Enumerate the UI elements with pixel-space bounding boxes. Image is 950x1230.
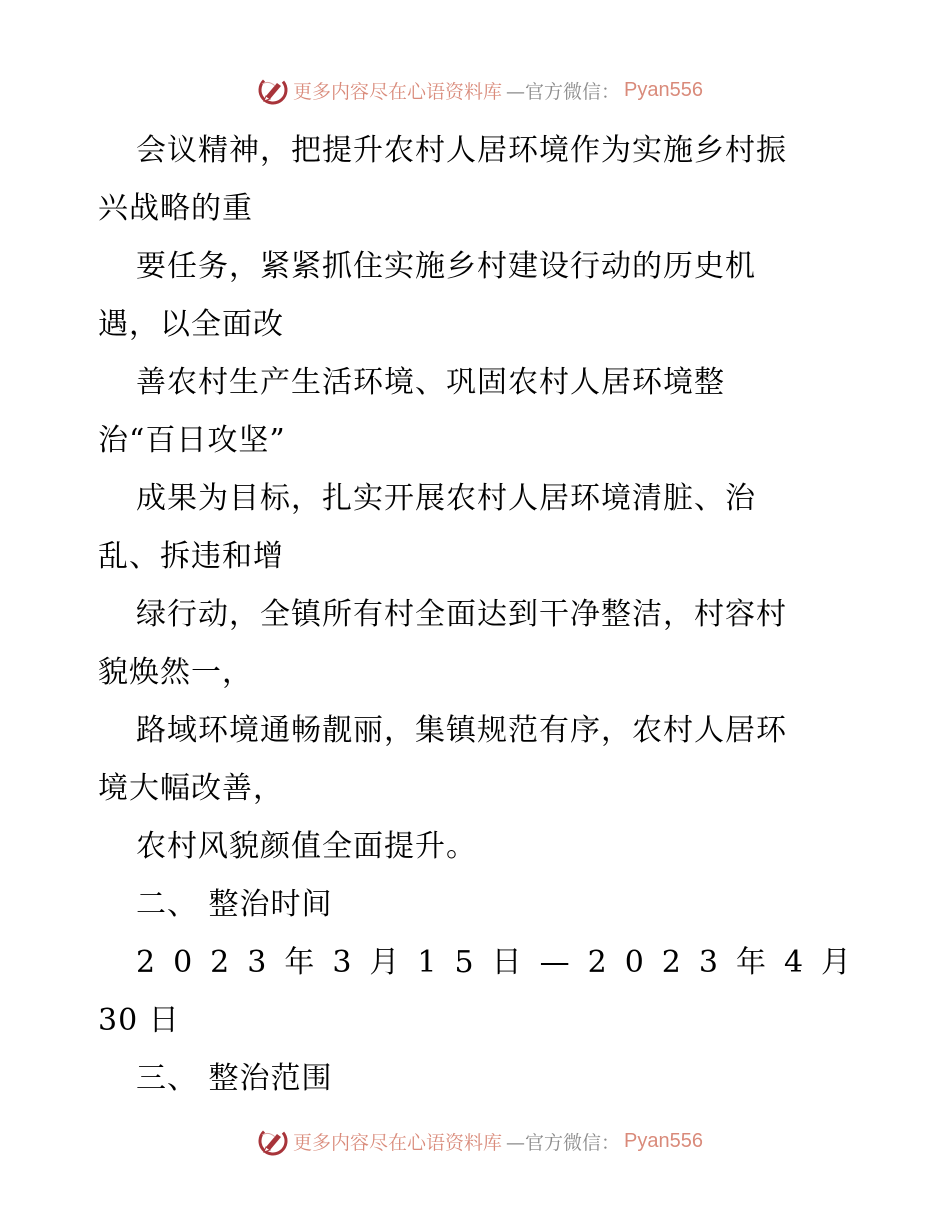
section-heading-time: 二、 整治时间 <box>136 887 333 922</box>
paragraph-line: 成果为目标，扎实开展农村人居环境清脏、治 <box>136 481 756 516</box>
paragraph-line: 遇，以全面改 <box>98 307 284 342</box>
paragraph-line: 会议精神，把提升农村人居环境作为实施乡村振 <box>136 133 787 168</box>
footer-watermark <box>0 1121 950 1161</box>
paragraph-line: 兴战略的重 <box>98 191 253 226</box>
paragraph-line: 貌焕然一， <box>98 655 253 690</box>
watermark-separator-text: —官方微信： <box>506 1131 621 1154</box>
paragraph-line: 善农村生产生活环境、巩固农村人居环境整 <box>136 365 725 400</box>
section-heading-scope: 三、 整治范围 <box>136 1061 333 1096</box>
watermark-brand-text: 更多内容尽在心语资料库 <box>293 1131 503 1154</box>
watermark-wechat-id: Pyan556 <box>624 78 703 101</box>
document-body <box>98 122 870 1108</box>
date-range-continuation: 30 日 <box>98 1003 180 1038</box>
paragraph-line: 路域环境通畅靓丽，集镇规范有序，农村人居环 <box>136 713 787 748</box>
watermark-wechat-id: Pyan556 <box>624 1129 703 1152</box>
pen-circle-logo-icon <box>257 74 289 106</box>
watermark-brand-text: 更多内容尽在心语资料库 <box>293 80 503 103</box>
watermark-content <box>257 74 703 106</box>
paragraph-line: 要任务，紧紧抓住实施乡村建设行动的历史机 <box>136 249 756 284</box>
paragraph-line: 治“百日攻坚” <box>98 423 286 458</box>
paragraph-line: 农村风貌颜值全面提升。 <box>136 829 477 864</box>
header-watermark <box>0 70 950 110</box>
paragraph-line: 乱、拆违和增 <box>98 539 284 574</box>
paragraph-line: 境大幅改善， <box>98 771 284 806</box>
pen-circle-logo-icon <box>257 1125 289 1157</box>
watermark-content <box>257 1125 703 1157</box>
watermark-separator-text: —官方微信： <box>506 80 621 103</box>
paragraph-line: 绿行动，全镇所有村全面达到干净整洁，村容村 <box>136 597 787 632</box>
date-range-line: 2023年3月15日—2023年4月 <box>136 945 870 980</box>
